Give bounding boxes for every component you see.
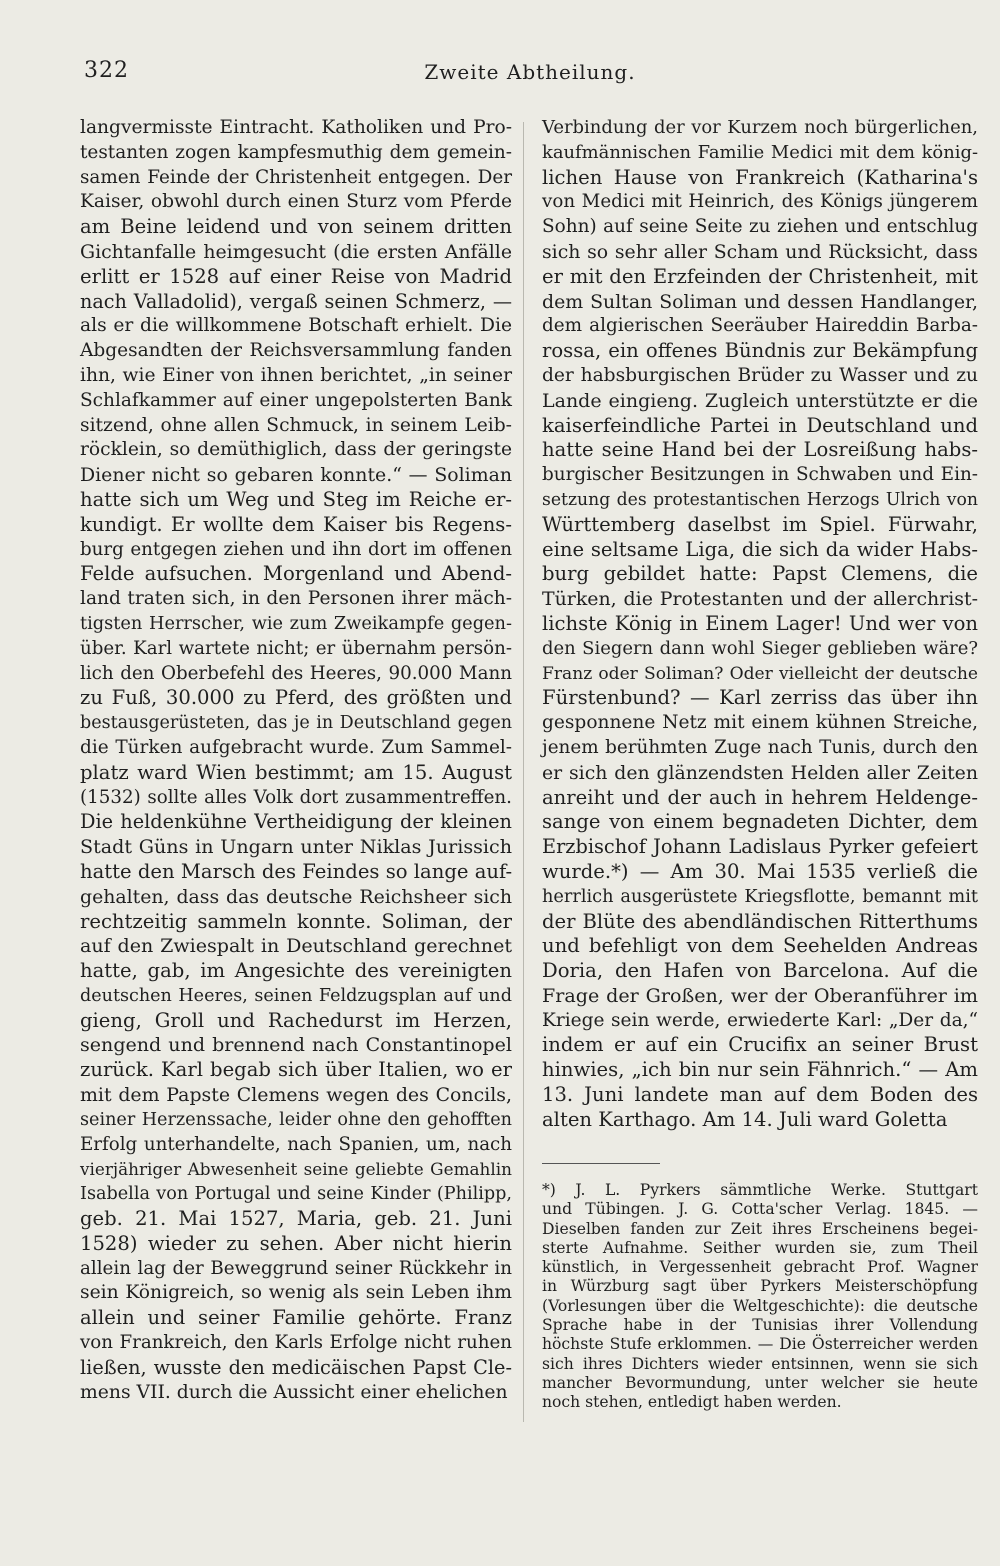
text-line: vierjähriger Abwesenheit seine geliebte Gemahlin: [80, 1159, 512, 1180]
text-line: höchste Stufe erklommen. — Die Österreicher werden: [542, 1335, 978, 1354]
text-line: burg gebildet hatte: Papst Clemens, die: [542, 562, 978, 586]
text-line: samen Feinde der Christenheit entgegen. Der: [80, 166, 512, 188]
text-line: mens VII. durch die Aussicht einer ehelichen: [80, 1381, 508, 1403]
text-line: sterte Aufnahme. Seither wurden sie, zum Theil: [542, 1238, 978, 1257]
text-line: Verbindung der vor Kurzem noch bürgerlichen,: [542, 117, 978, 138]
text-line: der Blüte des abendländischen Ritterthums: [542, 909, 978, 933]
text-line: Abgesandten der Reichsversammlung fanden: [80, 340, 512, 362]
text-line: hinwies, „ich bin nur sein Fähnrich.“ — Am: [542, 1058, 978, 1082]
text-line: gehalten, dass das deutsche Reichsheer sich: [80, 885, 512, 908]
text-line: Felde aufsuchen. Morgenland und Abend-: [80, 562, 512, 586]
text-line: erlitt er 1528 auf einer Reise von Madrid: [80, 264, 512, 288]
text-line: *) J. L. Pyrkers sämmtliche Werke. Stuttgart: [542, 1181, 978, 1199]
text-line: von Medici mit Heinrich, des Königs jüngerem: [542, 191, 978, 213]
text-line: gieng, Groll und Rachedurst im Herzen,: [80, 1008, 512, 1032]
text-line: röcklein, so demüthiglich, dass der geringste: [80, 439, 512, 461]
text-line: er mit den Erzfeinden der Christenheit, mit: [542, 264, 978, 288]
text-line: noch stehen, entledigt haben werden.: [542, 1393, 842, 1412]
text-line: Franz oder Soliman? Oder vielleicht der deutsche: [542, 663, 978, 684]
text-line: kundigt. Er wollte dem Kaiser bis Regens-: [80, 512, 512, 536]
text-line: burgischer Besitzungen in Schwaben und Ein-: [542, 464, 978, 486]
text-line: rechtzeitig sammeln konnte. Soliman, der: [80, 909, 512, 933]
text-line: ihn, wie Einer von ihnen berichtet, „in seiner: [80, 364, 512, 386]
text-line: Kaiser, obwohl durch einen Sturz vom Pferde: [80, 191, 512, 213]
text-line: tigsten Herrscher, wie zum Zweikampfe gegen-: [80, 613, 512, 634]
text-line: geb. 21. Mai 1527, Maria, geb. 21. Juni: [80, 1207, 512, 1231]
text-line: kaiserfeindliche Partei in Deutschland und: [542, 413, 978, 437]
text-line: setzung des protestantischen Herzogs Ulrich von: [542, 489, 978, 510]
text-line: Stadt Güns in Ungarn unter Niklas Jurissich: [80, 835, 512, 859]
text-line: dem algierischen Seeräuber Haireddin Barba-: [542, 315, 978, 337]
text-line: zu Fuß, 30.000 zu Pferd, des größten und: [80, 686, 512, 710]
text-line: (Vorlesungen über die Weltgeschichte): die deutsche: [542, 1296, 978, 1315]
text-line: deutschen Heeres, seinen Feldzugsplan auf und: [80, 985, 512, 1006]
text-line: burg entgegen ziehen und ihn dort im offenen: [80, 538, 512, 560]
text-line: und befehligt von dem Seehelden Andreas: [542, 934, 978, 958]
text-line: allein und seiner Familie gehörte. Franz: [80, 1306, 512, 1330]
text-line: der habsburgischen Brüder zu Wasser und zu: [542, 364, 978, 386]
text-line: lichen Hause von Frankreich (Katharina's: [542, 165, 978, 189]
text-line: allein lag der Beweggrund seiner Rückkehr in: [80, 1257, 512, 1279]
text-line: testanten zogen kampfesmuthig dem gemein-: [80, 141, 512, 163]
text-line: ließen, wusste den medicäischen Papst Cle-: [80, 1355, 512, 1379]
text-line: Isabella von Portugal und seine Kinder (Philipp,: [80, 1184, 512, 1205]
text-line: künstlich, in Vergessenheit gebracht Prof. Wagner: [542, 1258, 978, 1277]
text-line: alten Karthago. Am 14. Juli ward Goletta: [542, 1107, 948, 1131]
text-line: gesponnene Netz mit einem kühnen Streiche,: [542, 712, 978, 734]
text-line: als er die willkommene Botschaft erhielt. Die: [80, 315, 512, 337]
text-line: er sich den glänzendsten Helden aller Zeiten: [542, 761, 978, 784]
text-line: nach Valladolid), vergaß seinen Schmerz, —: [80, 289, 512, 313]
text-line: die Türken aufgebracht wurde. Zum Sammel-: [80, 736, 512, 758]
text-line: hatte den Marsch des Feindes so lange auf-: [80, 859, 513, 883]
text-line: den Siegern dann wohl Sieger geblieben wäre?: [542, 637, 978, 659]
text-line: Türken, die Protestanten und der allerchrist-: [542, 588, 978, 611]
text-line: wurde.*) — Am 30. Mai 1535 verließ die: [542, 859, 978, 883]
page-number: 322: [84, 58, 129, 83]
text-line: hatte, gab, im Angesichte des vereinigten: [80, 959, 512, 983]
text-line: lichste König in Einem Lager! Und wer von: [542, 611, 978, 635]
running-title: Zweite Abtheilung.: [424, 60, 636, 84]
text-line: sein Königreich, so wenig als sein Leben ihm: [80, 1282, 512, 1304]
text-line: Diener nicht so gebaren konnte.“ — Soliman: [80, 464, 512, 487]
right-column: [542, 116, 978, 1133]
footnote-rule: [542, 1163, 660, 1164]
text-line: Dieselben fanden zur Zeit ihres Erscheinens begei-: [542, 1219, 978, 1238]
text-line: land traten sich, in den Personen ihrer mäch-: [80, 588, 512, 610]
text-line: Sprache habe in der Tunisias ihrer Vollendung: [542, 1316, 978, 1335]
text-line: sengend und brennend nach Constantinopel: [80, 1034, 512, 1057]
text-line: platz ward Wien bestimmt; am 15. August: [80, 760, 512, 784]
text-line: von Frankreich, den Karls Erfolge nicht ruhen: [80, 1332, 512, 1354]
text-line: 13. Juni landete man auf dem Boden des: [542, 1083, 978, 1107]
text-line: Erfolg unterhandelte, nach Spanien, um, nach: [80, 1133, 512, 1155]
text-line: sich ihres Dichters wieder entsinnen, wenn sie sich: [542, 1354, 978, 1373]
text-line: in Würzburg sagt über Pyrkers Meisterschöpfung: [542, 1277, 978, 1296]
text-line: rossa, ein offenes Bündnis zur Bekämpfung: [542, 339, 978, 363]
text-line: eine seltsame Liga, die sich da wider Habs-: [542, 537, 978, 561]
text-line: am Beine leidend und von seinem dritten: [80, 215, 512, 239]
text-line: sange von einem begnadeten Dichter, dem: [542, 810, 978, 834]
text-line: Frage der Großen, wer der Oberanführer im: [542, 983, 978, 1007]
text-line: Schlafkammer auf einer ungepolsterten Bank: [80, 389, 512, 411]
text-line: lich den Oberbefehl des Heeres, 90.000 Mann: [80, 662, 512, 684]
text-line: indem er auf ein Crucifix an seiner Brust: [542, 1033, 978, 1057]
text-line: auf den Zwiespalt in Deutschland gerechnet: [80, 935, 512, 958]
text-line: hatte seine Hand bei der Losreißung habs-: [542, 438, 978, 462]
text-line: Doria, den Hafen von Barcelona. Auf die: [542, 959, 978, 983]
text-line: langvermisste Eintracht. Katholiken und Pro-: [80, 117, 512, 138]
text-line: Württemberg daselbst im Spiel. Fürwahr,: [542, 512, 978, 536]
text-line: seiner Herzenssache, leider ohne den gehofften: [80, 1109, 512, 1130]
footnote: [542, 1181, 978, 1413]
text-line: sich so sehr aller Scham und Rücksicht, dass: [542, 240, 978, 263]
text-line: Die heldenkühne Vertheidigung der kleinen: [80, 810, 512, 834]
text-line: Erzbischof Johann Ladislaus Pyrker gefeiert: [542, 835, 978, 859]
text-line: Fürstenbund? — Karl zerriss das über ihn: [542, 686, 978, 710]
text-line: 1528) wieder zu sehen. Aber nicht hierin: [80, 1231, 512, 1255]
text-line: (1532) sollte alles Volk dort zusammentreffen.: [80, 786, 512, 808]
text-line: Lande eingieng. Zugleich unterstützte er die: [542, 389, 978, 412]
text-line: mit dem Papste Clemens wegen des Concils,: [80, 1084, 512, 1107]
text-line: Sohn) auf seine Seite zu ziehen und entschlug: [542, 216, 978, 238]
text-line: jenem berühmten Zuge nach Tunis, durch den: [542, 736, 978, 758]
text-line: Kriege sein werde, erwiederte Karl: „Der da,“: [542, 1009, 978, 1031]
text-line: und Tübingen. J. G. Cotta'scher Verlag. 1845. —: [542, 1200, 978, 1219]
text-line: hatte sich um Weg und Steg im Reiche er-: [80, 487, 512, 511]
left-column: [80, 116, 512, 1405]
text-line: sitzend, ohne allen Schmuck, in seinem Leib-: [80, 414, 512, 436]
text-line: Gichtanfalle heimgesucht (die ersten Anfälle: [80, 240, 512, 263]
text-line: kaufmännischen Familie Medici mit dem könig-: [542, 141, 978, 163]
text-line: dem Sultan Soliman und dessen Handlanger,: [542, 290, 978, 313]
text-line: herrlich ausgerüstete Kriegsflotte, bemannt mit: [542, 886, 978, 907]
text-line: zurück. Karl begab sich über Italien, wo er: [80, 1058, 512, 1082]
column-divider: [523, 122, 524, 1422]
text-line: anreiht und der auch in hehrem Heldenge-: [542, 785, 978, 809]
text-line: mancher Bevormundung, unter welcher sie heute: [542, 1373, 978, 1392]
text-line: über. Karl wartete nicht; er übernahm persön-: [80, 637, 512, 659]
text-line: bestausgerüsteten, das je in Deutschland gegen: [80, 713, 512, 734]
